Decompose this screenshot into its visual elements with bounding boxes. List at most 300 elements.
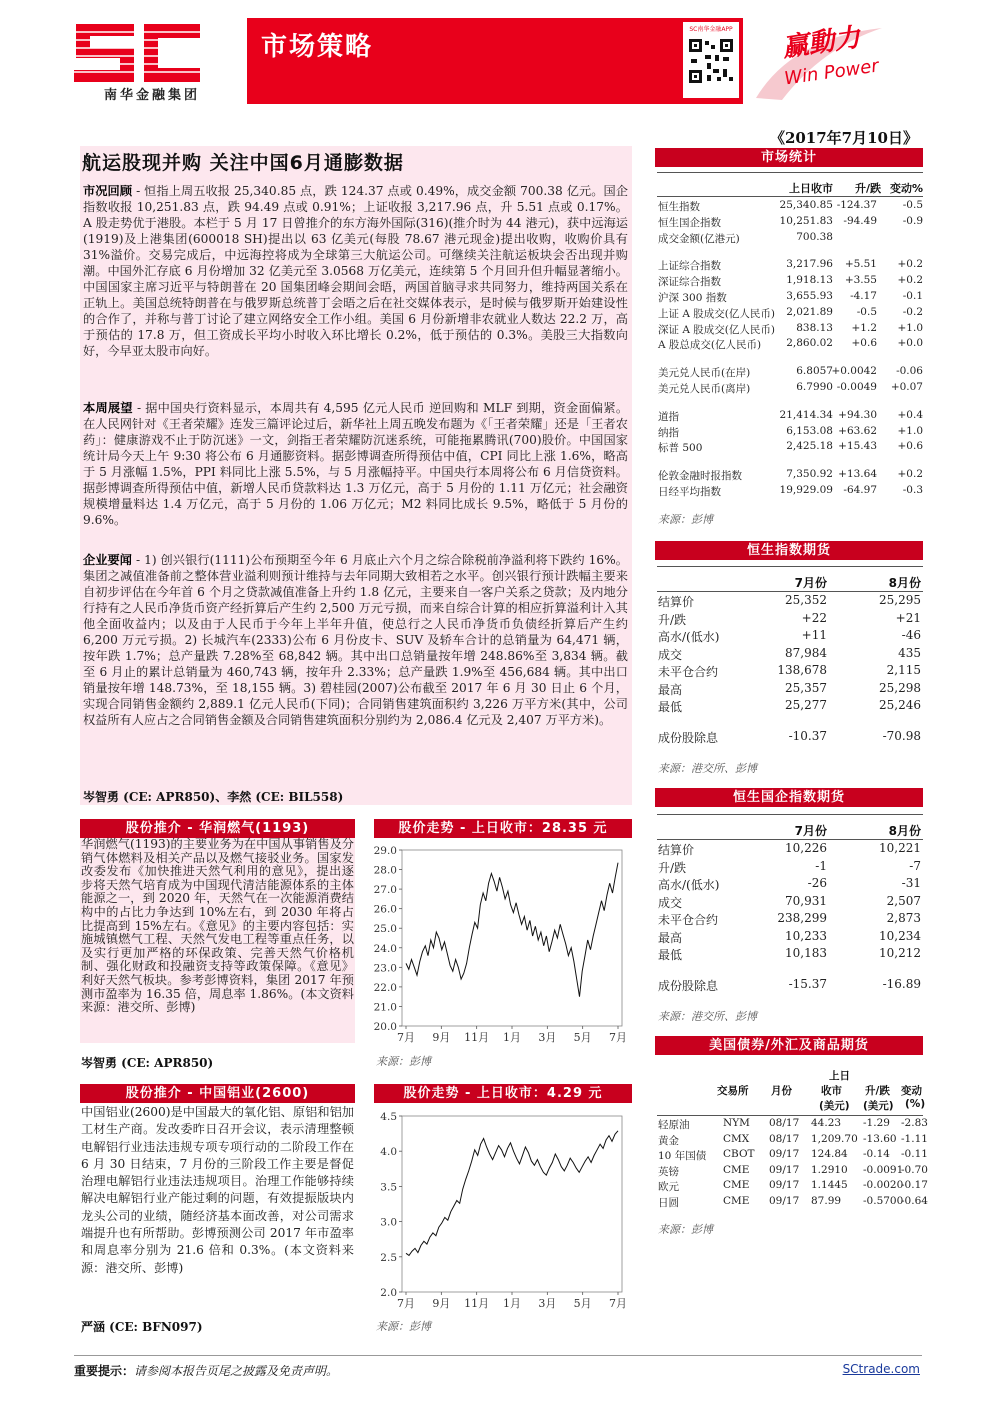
row-label: 最高 (658, 682, 683, 697)
table-row (657, 306, 923, 322)
row-label: 未平仓合约 (658, 913, 719, 927)
row-jul: 25,357 (785, 680, 827, 695)
row-aug: 25,246 (879, 698, 921, 712)
row-change: -0.0091 (863, 1163, 904, 1176)
row-pct: -1.11 (901, 1132, 928, 1145)
market-review-text: - 恒指上周五收报 25,340.85 点，跌 124.37 点或 0.49%，成交金额 700.38 亿元。国企指数收报 10,251.83 点，跌 94.49 点或 0.91%；上证收报 3,217.96 点，升 5.51 点或 0.17%。A 股走势优于港股。本栏于 5 月 17 日曾推介的东方海外国际(316)(推介时为 44 港元)，获中远海运(1919)及上港集团(600018 SH)提出以 63 亿美元(每股 78.67 港元现金)提出收购，收购价具有 31%溢价。交易完成后，中远海控将成为全球第三大航运公司。可继续关注航运板块会否出现并购潮。中国外汇存底 6 月份增加 32 亿美元至 3.0568 万亿美元，连续第 5 个月回升但升幅显著缩小。中国国家主席习近平与特朗普在 20 国集团峰会期间会晤，两国首脑寻求共同努力，维持两国关系在正轨上。美国总统特朗普在与俄罗斯总统普丁会晤之后在社交媒体表示，是时候与俄罗斯开始建设性的合作了，并称与普丁讨论了建立网络安全工作小组。美国 6 月份新增非农就业人数达 22.2 万，高于预估的 17.8 万，但工资成长平均小时收入环比增长 0.2%，低于预估的 0.3%。美股三大指数向好，今早亚太股市向好。 (83, 184, 628, 358)
divider (657, 814, 923, 815)
row-close: 838.13 (796, 321, 833, 334)
col-header-change-unit: (美元) (863, 1100, 894, 1112)
table-row (657, 425, 923, 441)
table-row (657, 1117, 928, 1133)
row-exchange: CME (723, 1163, 750, 1176)
qr-code-icon (683, 33, 739, 95)
stock1-text: 华润燃气(1193)的主要业务为在中国从事销售及分销气体燃料及相关产品以及燃气接驳业务。国家发改委发布《加快推进天然气利用的意见》，提出逐步将天然气培育成为中国现代清洁能源体系的主体能源之一，到 2020 年，天然气在一次能源消费结构中的占比力争达到 10%左右，到 2030 年将占比提高到 15%左右。《意见》的主要内容包括：实施城镇燃气工程、天然气发电工程等重点任务，以及实行更加严格的环保政策、完善天然气价格机制、强化财政和投融资支持等政策保障。《意见》利好天然气板块。参考彭博资料，集团 2017 年预测市盈率为 16.35 倍，周息率 1.86%。(本文资料来源：港交所、彭博) (81, 837, 354, 1015)
us-futures-source: 来源：彭博 (658, 1223, 713, 1236)
row-close: 1.1445 (811, 1179, 848, 1191)
table-row (657, 484, 923, 500)
row-close: 6.7990 (796, 380, 833, 393)
row-pct: -0.64 (901, 1194, 928, 1207)
row-aug: 2,115 (886, 663, 921, 677)
row-close: 2,425.18 (786, 440, 833, 453)
row-jul: +22 (801, 610, 827, 625)
stock2-source: 来源：彭博 (376, 1320, 431, 1333)
corporate-news-heading: 企业要闻 (83, 553, 133, 567)
main-author: 岑智勇 (CE: APR850)、李然 (CE: BIL558) (83, 790, 344, 804)
row-pct: +0.4 (897, 408, 923, 421)
table-row (657, 1132, 928, 1149)
row-aug: -46 (901, 628, 921, 642)
points-label: 成份股除息 (658, 979, 719, 993)
week-outlook-text: - 据中国央行资料显示，本周共有 4,595 亿元人民币 逆回购和 MLF 到期，资金面偏紧。在人民网针对《王者荣耀》连发三篇评论过后，新华社上周五晚发布题为《「王者荣耀」还是「王者农药」：健康游戏不止于防沉迷》一文，剑指王者荣耀防沉迷系统，可能拖累腾讯(700)股价。中国国家统计局今天上午 9:30 将公布 6 月通膨资料。据彭博调查所得预估中值，CPI 同比上涨 1.6%，略高于 5 月涨幅 1.5%，PPI 料同比上涨 5.5%，与 5 月涨幅持平。中国央行本周将公布 6 月信贷资料。据彭博调查所得预估中值，新增人民币贷款料达 1.3 万亿元，高于 5 月份的 1.11 万亿元；社会融资规模增量料达 1.4 万亿元，高于 5 月份的 1.06 万亿元；M2 料同比成长 9.5%，略低于 5 月份的 9.6%。 (83, 401, 629, 527)
market-stats-source: 来源：彭博 (658, 513, 713, 526)
row-pct: +0.2 (897, 468, 923, 481)
col-header-jul: 7月份 (794, 824, 827, 838)
x-tick-label: 11月 (464, 1031, 490, 1044)
stock2-bar: 股份推介 - 中国铝业(2600) (80, 1084, 355, 1103)
row-close: 124.84 (811, 1148, 848, 1160)
row-month: 09/17 (769, 1194, 800, 1207)
market-stats-header (657, 180, 923, 196)
row-jul: -26 (807, 876, 827, 890)
week-outlook-paragraph (83, 400, 628, 528)
row-label: 沪深 300 指数 (658, 291, 727, 304)
table-row (657, 663, 923, 681)
x-tick-label: 11月 (464, 1297, 490, 1310)
stock2-author: 严涵 (CE: BFN097) (81, 1320, 203, 1334)
row-close: 1,209.70 (811, 1132, 858, 1145)
y-tick-label: 21.0 (373, 1001, 397, 1014)
x-tick-label: 9月 (432, 1031, 451, 1044)
row-label: 10 年国债 (658, 1150, 707, 1162)
row-close: 10,251.83 (779, 214, 833, 227)
win-power-logo (752, 18, 912, 104)
row-change: +13.64 (838, 468, 877, 481)
col-header-change: 升/跌 (854, 182, 881, 195)
hsi-futures-header (657, 574, 923, 590)
row-change: -0.14 (863, 1148, 890, 1160)
company-name: 南华金融集团 (104, 88, 201, 103)
us-futures-table (657, 1117, 928, 1210)
row-change: -94.49 (843, 214, 877, 227)
row-pct: +0.2 (897, 258, 923, 271)
row-label: 轻原油 (658, 1119, 690, 1131)
row-label: 结算价 (658, 595, 695, 609)
row-aug: 435 (898, 645, 921, 660)
hscei-futures-source: 来源：港交所、彭博 (658, 1010, 757, 1023)
hscei-futures-table (657, 841, 923, 964)
row-change: +0.6 (851, 337, 877, 350)
y-tick-label: 2.5 (380, 1251, 397, 1264)
col-header-close: 上日收市 (789, 182, 833, 195)
table-row (657, 929, 923, 947)
row-label: 高水/(低水) (658, 878, 720, 892)
row-pct: -0.70 (901, 1163, 928, 1176)
report-title: 市场策略 (261, 32, 374, 62)
stock1-chart-bar: 股价走势 - 上日收市：28.35 元 (374, 819, 632, 838)
stock1-bar: 股份推介 - 华润燃气(1193) (80, 819, 355, 838)
row-label: 美元兑人民币(离岸) (658, 382, 751, 395)
stock1-source: 来源：彭博 (376, 1055, 431, 1068)
table-row (657, 729, 923, 747)
row-change: -0.5700 (863, 1194, 904, 1207)
report-date: 《2017年7月10日》 (769, 129, 918, 147)
slogan-cn: 赢動力 (780, 22, 863, 64)
table-row (657, 274, 923, 290)
x-tick-label: 3月 (538, 1297, 557, 1310)
row-label: 升/跌 (658, 612, 687, 627)
table-row (657, 1148, 928, 1164)
row-label: 英镑 (658, 1165, 679, 1178)
row-label: 最高 (658, 930, 683, 945)
col-header-aug: 8月份 (888, 824, 921, 838)
y-tick-label: 3.0 (380, 1216, 397, 1229)
y-tick-label: 3.5 (380, 1181, 397, 1194)
x-tick-label: 9月 (432, 1297, 451, 1310)
row-aug: 25,298 (879, 680, 921, 695)
row-close: 87.99 (811, 1194, 842, 1207)
stock1-price-chart (366, 840, 632, 1050)
row-close: 1,918.13 (786, 274, 833, 287)
divider (657, 591, 923, 592)
row-change: -1.29 (863, 1117, 890, 1129)
hscei-futures-header (657, 822, 923, 838)
y-tick-label: 4.5 (380, 1111, 397, 1123)
col-header-prev: 上日 (829, 1070, 850, 1082)
row-change: -0.5 (856, 305, 877, 318)
col-header-pct: 变动 (901, 1085, 922, 1097)
y-tick-label: 27.0 (373, 884, 397, 897)
hsi-futures-source: 来源：港交所、彭博 (658, 762, 757, 775)
headline: 航运股现并购 关注中国6月通膨数据 (82, 152, 404, 174)
footer-notice (74, 1362, 338, 1379)
qr-code (683, 22, 739, 98)
footer-divider (74, 1355, 922, 1356)
row-pct: +1.0 (897, 321, 923, 334)
points-jul: -10.37 (788, 729, 827, 743)
qr-caption: SC南华金融APP (689, 26, 733, 33)
x-tick-label: 5月 (573, 1297, 592, 1310)
table-row (657, 381, 923, 397)
y-tick-label: 22.0 (373, 981, 397, 994)
row-pct: +0.2 (897, 274, 923, 287)
table-row (657, 646, 923, 664)
table-row (657, 698, 923, 716)
hsi-futures-bar: 恒生指数期货 (655, 541, 923, 560)
y-tick-label: 28.0 (373, 864, 397, 877)
table-row (657, 1179, 928, 1195)
market-stats-bar: 市场统计 (655, 148, 923, 167)
x-tick-label: 7月 (397, 1297, 415, 1310)
divider (657, 196, 923, 197)
x-tick-label: 1月 (503, 1297, 521, 1310)
row-change: +94.30 (838, 408, 877, 421)
group-gap (657, 456, 923, 468)
points-aug: -16.89 (882, 977, 921, 991)
row-pct: -0.1 (902, 289, 923, 302)
market-review-paragraph (83, 183, 628, 359)
y-tick-label: 25.0 (373, 923, 397, 936)
row-pct: -0.3 (902, 483, 923, 496)
y-tick-label: 29.0 (373, 845, 397, 857)
x-tick-label: 1月 (503, 1031, 521, 1044)
table-row (657, 859, 923, 877)
row-jul: 10,226 (785, 841, 827, 855)
row-label: 未平仓合约 (658, 665, 719, 679)
row-jul: 10,233 (785, 928, 827, 943)
slogan-en: Win Power (783, 55, 880, 90)
row-close: 25,340.85 (779, 199, 833, 211)
row-label: 恒生国企指数 (658, 216, 721, 229)
group-gap (657, 246, 923, 258)
row-label: 升/跌 (658, 860, 687, 875)
row-aug: 2,507 (886, 893, 921, 908)
row-pct: -0.2 (902, 305, 923, 318)
row-label: 道指 (658, 410, 679, 423)
x-tick-label: 7月 (397, 1031, 415, 1044)
col-header-month: 月份 (771, 1085, 792, 1097)
hscei-futures-bar: 恒生国企指数期货 (655, 788, 923, 807)
row-aug: -7 (909, 858, 921, 873)
table-row (657, 322, 923, 338)
divider (657, 172, 923, 173)
table-row (657, 365, 923, 381)
table-row (657, 215, 923, 231)
us-futures-bar: 美国债券/外汇及商品期货 (655, 1036, 923, 1055)
row-label: 高水/(低水) (658, 630, 720, 644)
row-label: 成交 (658, 895, 683, 910)
row-pct: -0.11 (901, 1148, 928, 1160)
row-pct: -0.06 (896, 365, 923, 378)
row-label: 伦敦金融时报指数 (658, 470, 742, 483)
row-change: -13.60 (863, 1132, 897, 1145)
row-label: 美元兑人民币(在岸) (658, 367, 751, 380)
row-aug: 10,212 (879, 946, 921, 960)
row-jul: 138,678 (777, 663, 827, 677)
row-close: 700.38 (796, 230, 833, 243)
row-pct: +1.0 (897, 424, 923, 437)
row-close: 1.2910 (811, 1163, 848, 1176)
y-tick-label: 23.0 (373, 962, 397, 975)
table-row (657, 468, 923, 484)
table-row (657, 593, 923, 611)
points-aug: -70.98 (882, 729, 921, 743)
row-label: 深证 A 股成交(亿人民币) (658, 323, 775, 336)
footer-notice-label: 重要提示： (74, 1364, 135, 1378)
row-exchange: CME (723, 1194, 750, 1207)
hscei-futures-points (657, 977, 923, 995)
row-aug: 10,221 (879, 841, 921, 855)
row-exchange: NYM (723, 1117, 750, 1129)
hsi-futures-table (657, 593, 923, 716)
row-label: A 股总成交(亿人民币) (658, 339, 762, 352)
col-header-close-unit: (美元) (819, 1100, 850, 1112)
stock2-chart-bar: 股价走势 - 上日收市：4.29 元 (374, 1084, 632, 1103)
row-aug: 25,295 (879, 593, 921, 607)
y-tick-label: 20.0 (373, 1021, 397, 1033)
week-outlook-heading: 本周展望 (83, 401, 133, 415)
table-row (657, 1194, 928, 1211)
col-header-aug: 8月份 (888, 576, 921, 590)
row-change: +3.55 (844, 274, 877, 287)
row-label: 最低 (658, 700, 683, 714)
price-series-line (406, 863, 618, 997)
col-header-close: 收市 (821, 1085, 842, 1097)
row-change: -124.37 (836, 199, 877, 211)
row-change: +1.2 (851, 321, 877, 334)
x-tick-label: 3月 (538, 1031, 557, 1044)
row-pct: -0.17 (901, 1179, 928, 1191)
row-label: 上证综合指数 (658, 260, 721, 273)
row-change: +15.43 (838, 440, 877, 453)
table-row (657, 258, 923, 274)
row-change: +0.0042 (831, 365, 877, 378)
row-label: 纳指 (658, 426, 679, 439)
col-header-pct: 变动% (889, 182, 923, 195)
title-bar (247, 18, 743, 104)
row-exchange: CMX (723, 1132, 750, 1145)
row-label: 成交金额(亿港元) (658, 232, 740, 245)
row-change: -0.0020 (863, 1179, 904, 1191)
row-jul: 87,984 (785, 645, 827, 660)
table-row (657, 290, 923, 306)
table-row (657, 199, 923, 215)
row-label: 上证 A 股成交(亿人民币) (658, 307, 775, 320)
row-close: 7,350.92 (786, 468, 833, 481)
table-row (657, 611, 923, 629)
row-close: 2,860.02 (786, 337, 833, 350)
row-pct: +0.0 (897, 337, 923, 350)
row-pct: +0.07 (890, 380, 923, 393)
market-review-heading: 市况回顾 (83, 184, 133, 198)
col-header-exchange: 交易所 (717, 1085, 749, 1097)
table-row (657, 681, 923, 699)
x-tick-label: 7月 (609, 1297, 627, 1310)
row-month: 08/17 (769, 1132, 800, 1145)
row-close: 19,929.09 (779, 483, 833, 496)
row-label: 黄金 (658, 1134, 679, 1147)
stock2-text: 中国铝业(2600)是中国最大的氧化铝、原铝和铝加工材生产商。发改委昨日召开会议，表示清理整顿电解铝行业违法违规专项专项行动的二阶段工作在 6 月 30 日结束，7 月份的三阶段工作主要是督促治理电解铝行业违法违规项目。治理工作能够持续解决电解铝行业产能过剩的问题，有效提振版块内龙头公司的业绩，随经济基本面改善，对公司需求端提升也有所帮助。彭博预测公司 2017 年市盈率和周息率分别为 21.6 倍和 0.3%。(本文资料来源：港交所、彭博) (81, 1105, 354, 1275)
row-jul: 238,299 (777, 911, 827, 925)
table-row (657, 911, 923, 929)
row-jul: 25,352 (785, 593, 827, 607)
row-aug: +21 (895, 610, 921, 625)
hsi-futures-points (657, 729, 923, 747)
market-stats-table (657, 199, 923, 500)
table-row (657, 1163, 928, 1180)
row-pct: -2.83 (901, 1117, 928, 1129)
x-tick-label: 5月 (573, 1031, 592, 1044)
row-change: +63.62 (838, 424, 877, 437)
row-label: 欧元 (658, 1181, 679, 1193)
col-header-change: 升/跌 (865, 1085, 890, 1097)
row-label: 深证综合指数 (658, 276, 721, 289)
table-row (657, 977, 923, 995)
row-jul: 25,277 (785, 698, 827, 712)
table-row (657, 946, 923, 964)
row-close: 44.23 (811, 1117, 842, 1129)
divider (657, 566, 923, 567)
plot-frame (402, 1116, 622, 1292)
divider (657, 1115, 923, 1116)
row-pct: -0.9 (902, 214, 923, 227)
corporate-news-text: - 1) 创兴银行(1111)公布预期至今年 6 月底止六个月之综合除税前净溢利将下跌约 16%。集团之减值准备前之整体营业溢利则预计维持与去年同期大致相若之水平。创兴银行预计跌幅主要来自初步评估在今年首 6 个月之贷款减值准备上升约 1.8 亿元，主要来自一客户关系之贷款；及内地分行持有之人民币净货币资产经折算后产生约 2,500 万元亏损，而来自综合计算的相应折算溢利计入其他全面收益内；以及由于人民币于今年上半年升值，使总行之人民币净货币负债经折算后产生约 6,200 万元亏损。2) 长城汽车(2333)公布 6 月份皮卡、SUV 及轿车合计的总销量为 64,471 辆，按年跌 1.7%；总产量跌 7.28%至 68,842 辆。其中出口总销量按年增 248.86%至 3,834 辆。截至 6 月止的累计总销量为 460,743 辆，按年升 2.33%；总产量跌 1.9%至 456,684 辆。其中出口销量按年增 148.73%，至 18,155 辆。3) 碧桂园(2007)公布截至 2017 年 6 月 30 日止 6 个月，实现合同销售金额约 2,889.1 亿元人民币(下同)；合同销售建筑面积约 3,226 万平方米(其中，公司权益所有人应占之合同销售金额及合同销售建筑面积分别约为 2,086.4 亿元及 2,407 万平方米)。 (83, 553, 628, 727)
row-month: 09/17 (769, 1148, 800, 1160)
y-tick-label: 26.0 (373, 903, 397, 916)
row-jul: 10,183 (785, 946, 827, 960)
points-jul: -15.37 (788, 977, 827, 991)
row-close: 21,414.34 (779, 408, 833, 421)
table-row (657, 337, 923, 353)
row-month: 09/17 (769, 1179, 800, 1191)
table-row (657, 876, 923, 894)
row-change: -4.17 (850, 289, 877, 302)
table-row (657, 409, 923, 425)
group-gap (657, 397, 923, 409)
row-close: 3,217.96 (786, 258, 833, 271)
row-month: 09/17 (769, 1163, 800, 1176)
y-tick-label: 2.0 (380, 1287, 397, 1299)
row-close: 2,021.89 (786, 305, 833, 318)
row-close: 3,655.93 (786, 289, 833, 302)
row-pct: +0.6 (897, 440, 923, 453)
footer-notice-text: 请参阅本报告页尾之披露及免责声明。 (134, 1364, 339, 1378)
col-header-pct-unit: (%) (905, 1098, 926, 1110)
row-exchange: CME (723, 1179, 750, 1191)
row-jul: -1 (815, 858, 827, 873)
x-tick-label: 7月 (609, 1031, 627, 1044)
row-jul: 70,931 (785, 893, 827, 908)
row-change: -64.97 (843, 483, 877, 496)
row-change: +5.51 (844, 258, 877, 271)
divider (657, 839, 923, 840)
row-close: 6.8057 (796, 365, 833, 378)
row-label: 日经平均指数 (658, 485, 721, 498)
col-header-jul: 7月份 (794, 576, 827, 590)
us-futures-header (657, 1068, 926, 1114)
row-aug: -31 (901, 876, 921, 890)
row-aug: 10,234 (879, 928, 921, 943)
corporate-news-paragraph (83, 552, 628, 728)
stock2-price-chart (366, 1106, 632, 1316)
row-aug: 2,873 (886, 911, 921, 925)
row-label: 结算价 (658, 843, 695, 857)
table-row (657, 894, 923, 912)
row-label: 最低 (658, 948, 683, 962)
table-row (657, 231, 923, 247)
price-series-line (406, 1131, 618, 1256)
row-label: 日圆 (658, 1196, 679, 1209)
row-jul: +11 (801, 628, 827, 642)
row-label: 成交 (658, 647, 683, 662)
row-label: 恒生指数 (658, 201, 700, 213)
row-exchange: CBOT (723, 1148, 755, 1160)
row-label: 标普 500 (658, 442, 703, 455)
y-tick-label: 24.0 (373, 942, 397, 955)
y-tick-label: 4.0 (380, 1146, 397, 1159)
row-change: -0.0049 (836, 380, 877, 393)
row-pct: -0.5 (902, 199, 923, 211)
footer-site-link[interactable]: SCtrade.com (842, 1362, 920, 1376)
row-month: 08/17 (769, 1117, 800, 1129)
table-row (657, 628, 923, 646)
row-close: 6,153.08 (786, 424, 833, 437)
table-row (657, 841, 923, 859)
table-row (657, 440, 923, 456)
stock1-author: 岑智勇 (CE: APR850) (81, 1056, 214, 1070)
points-label: 成份股除息 (658, 731, 719, 745)
group-gap (657, 353, 923, 365)
